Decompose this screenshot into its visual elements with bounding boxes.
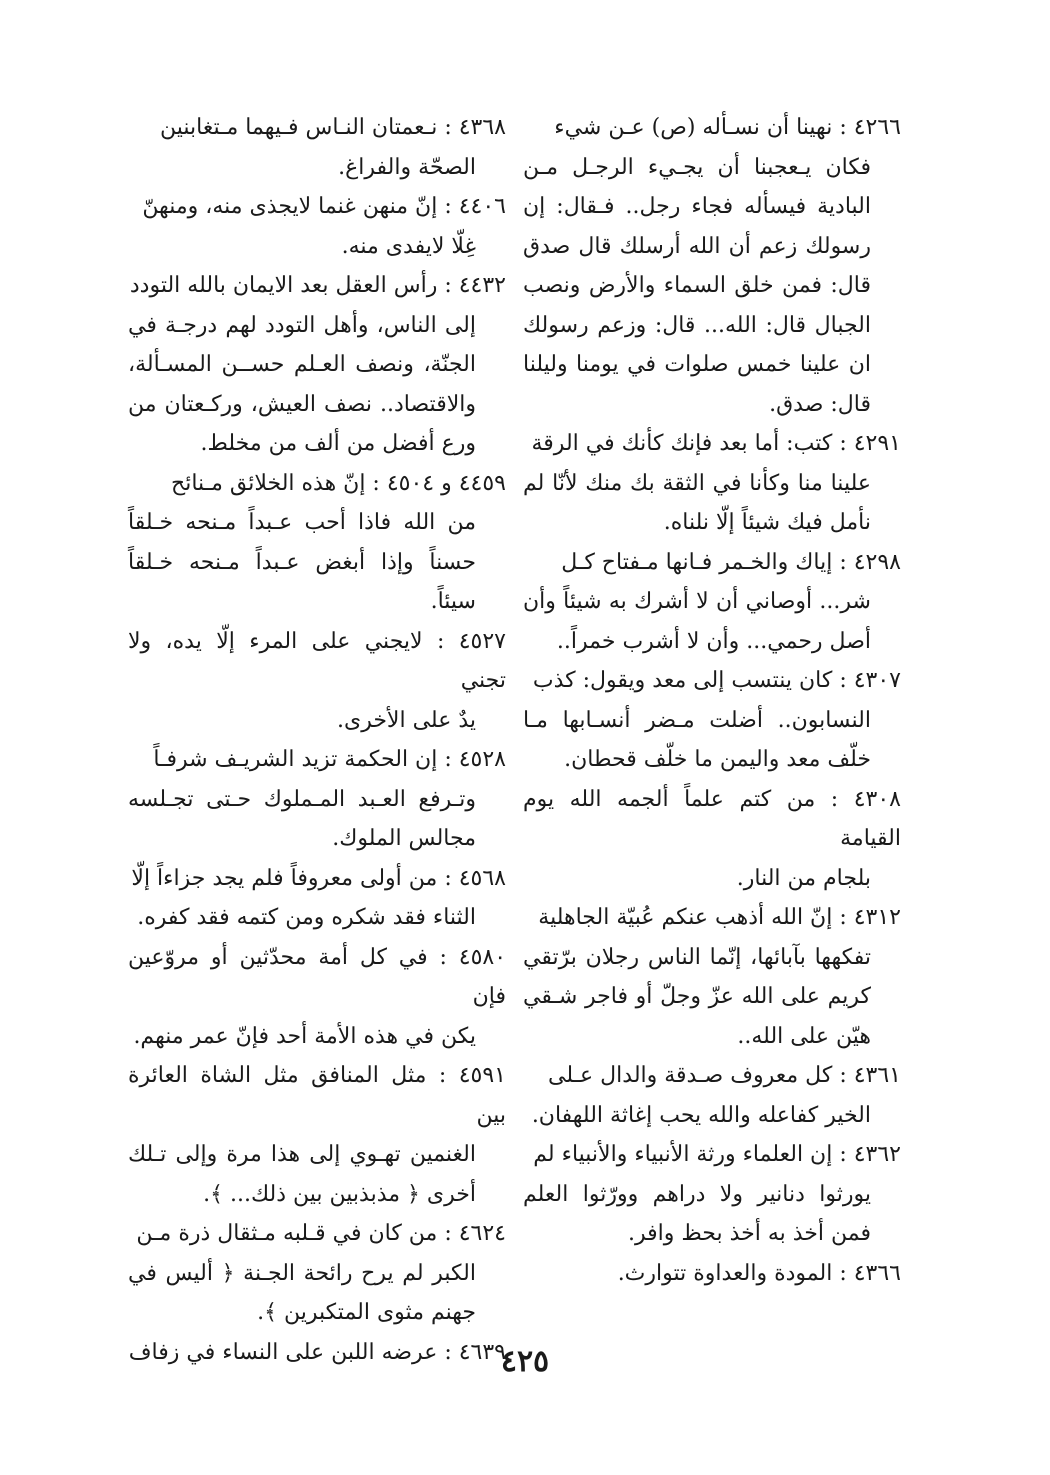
entry-number: ٤٣١٢ xyxy=(853,905,901,930)
hadith-entry xyxy=(523,1056,901,1135)
entry-continuation: الغنمين تهـوي إلى هذا مرة وإلى تـلك أخرى ﴿ مذبذبين بين ذلك... ﴾. xyxy=(128,1142,476,1207)
entry-first-text: مثل المنافق مثل الشاة العائرة بين xyxy=(128,1063,506,1128)
entry-first-line: ٤٣٠٨ : من كتم علماً ألجمه الله يوم القيامة xyxy=(523,786,901,851)
entry-number: ٤٤٥٩ و ٤٥٠٤ xyxy=(386,470,506,496)
hadith-entry xyxy=(128,108,506,187)
entry-first-text: نـعمتان النـاس فـيهما مـتغابنين xyxy=(159,115,438,140)
hadith-entry xyxy=(128,622,506,741)
entry-first-text: عرضه اللبن على النساء في زفاف xyxy=(128,1339,438,1365)
entry-first-line: ٤٣٦٢ : إن العلماء ورثة الأنبياء والأنبياء لم xyxy=(533,1142,901,1167)
entry-first-line: ٤٣١٢ : إنّ الله أذهب عنكم عُبيّة الجاهلية xyxy=(538,905,901,930)
hadith-entry xyxy=(523,1135,901,1254)
entry-first-text: رأس العقل بعد الايمان بالله التودد xyxy=(129,273,438,298)
entry-number: ٤٦٣٩ xyxy=(458,1339,506,1365)
entry-number: ٤٣٦٨ xyxy=(458,115,506,140)
hadith-entry xyxy=(128,938,506,1057)
entry-continuation: من الله فاذا أحب عـبداً مـنحه خـلقاً حسناً وإذا أبغض عـبداً مـنحه خـلقاً سيئاً. xyxy=(128,510,476,614)
entry-number: ٤٦٢٤ xyxy=(458,1221,506,1246)
entry-first-line: ٤٤٣٢ : رأس العقل بعد الايمان بالله التودد xyxy=(129,273,506,298)
hadith-entry xyxy=(523,1254,901,1294)
entry-first-text: لايجني على المرء إلّا يده، ولا تجني xyxy=(128,628,506,693)
entry-first-line: ٤٥٨٠ : في كل أمة محدّثين أو مروّعين فإن xyxy=(128,944,507,1009)
entry-number: ٤٥٦٨ xyxy=(458,865,506,891)
entry-first-text: إياك والخـمر فـانها مـفتاح كـل xyxy=(561,549,833,575)
hadith-entry xyxy=(523,898,901,1056)
right-column xyxy=(523,108,901,1293)
entry-continuation: بلجام من النار. xyxy=(736,865,871,891)
entry-first-line: ٤٥٢٧ : لايجني على المرء إلّا يده، ولا تجني xyxy=(128,628,506,693)
entry-number: ٤٣٠٧ xyxy=(853,668,901,693)
hadith-entry xyxy=(523,543,901,662)
entry-first-text: إن العلماء ورثة الأنبياء والأنبياء لم xyxy=(533,1142,833,1167)
entry-first-text: كان ينتسب إلى معد ويقول: كذب xyxy=(532,668,833,693)
entry-first-text: إنّ منهن غنما لايجذى منه، ومنهنّ xyxy=(142,194,438,219)
hadith-entry xyxy=(128,464,506,622)
entry-continuation: النسابون.. أضلت مـضر أنسـابها مـا خلّف معد واليمن ما خلّف قحطان. xyxy=(523,707,871,772)
entry-continuation: الكبر لم يرح رائحة الجـنة ﴿ أليس في جهنم مثوى المتكبرين ﴾. xyxy=(128,1260,476,1325)
entry-first-line: ٤٣٦٨ : نـعمتان النـاس فـيهما مـتغابنين xyxy=(159,115,506,140)
hadith-entry xyxy=(128,187,506,266)
left-column xyxy=(128,108,506,1372)
entry-first-text: المودة والعداوة تتوارث. xyxy=(617,1260,833,1286)
entry-first-text: من كتم علماً ألجمه الله يوم القيامة xyxy=(523,786,901,851)
entry-continuation: علينا منا وكأنا في الثقة بك منك لأنّا لم نأمل فيك شيئاً إلّا نلناه. xyxy=(523,470,871,535)
hadith-entry xyxy=(128,1214,506,1333)
hadith-entry xyxy=(128,859,506,938)
page-number: ٤٢٥ xyxy=(500,1344,550,1379)
entry-first-line: ٤٥٩١ : مثل المنافق مثل الشاة العائرة بين xyxy=(128,1063,506,1128)
entry-number: ٤٤٣٢ xyxy=(458,273,506,298)
entry-first-line: ٤٢٩١ : كتب: أما بعد فإنك كأنك في الرقة xyxy=(531,431,901,456)
hadith-entry xyxy=(523,661,901,780)
entry-first-line: ٤٦٣٩ : عرضه اللبن على النساء في زفاف xyxy=(128,1339,506,1365)
entry-number: ٤٥٩١ xyxy=(458,1063,506,1088)
entry-number: ٤٢٩١ xyxy=(853,431,901,456)
hadith-entry xyxy=(523,424,901,543)
entry-continuation: إلى الناس، وأهل التودد لهم درجـة في الجنّة، ونصف العـلم حســن المسـألة، والاقتصاد.. نصف العيش، وركـعتان من ورع أفضل من ألف من مخلط. xyxy=(128,312,476,456)
entry-first-text: كل معروف صـدقة والدال عـلى xyxy=(547,1063,833,1088)
entry-continuation: يكن في هذه الأمة أحد فإنّ عمر منهم. xyxy=(133,1023,476,1049)
hadith-entry xyxy=(128,266,506,464)
entry-continuation: وتـرفع العـبد المـملوك حـتى تجـلسه مجالس الملوك. xyxy=(128,786,476,851)
entry-continuation: تفكهها بآبائها، إنّما الناس رجلان برّتقي كريم على الله عزّ وجلّ أو فاجر شـقي هيّن على الله.. xyxy=(523,944,871,1049)
hadith-entry xyxy=(523,108,901,424)
entry-first-line: ٤٢٩٨ : إياك والخـمر فـانها مـفتاح كـل xyxy=(561,549,901,575)
entry-first-text: إنّ هذه الخلائق مـنائح xyxy=(171,470,366,496)
entry-first-text: في كل أمة محدّثين أو مروّعين فإن xyxy=(128,944,506,1009)
entry-first-text: إن الحكمة تزيد الشريـف شرفـاً xyxy=(153,747,438,772)
entry-first-line: ٤٤٠٦ : إنّ منهن غنما لايجذى منه، ومنهنّ xyxy=(142,194,506,219)
entry-first-line: ٤٣٠٧ : كان ينتسب إلى معد ويقول: كذب xyxy=(532,668,901,693)
entry-number: ٤٥٨٠ xyxy=(458,944,507,970)
entry-continuation: الثناء فقد شكره ومن كتمه فقد كفره. xyxy=(137,905,476,930)
hadith-entry xyxy=(128,740,506,859)
entry-first-line: ٤٥٦٨ : من أولى معروفاً فلم يجد جزاءاً إلّا xyxy=(131,865,506,891)
entry-continuation: الصحّة والفراغ. xyxy=(338,154,476,180)
entry-number: ٤٥٢٧ xyxy=(458,628,506,654)
entry-first-text: من كان في قـلبه مـثقال ذرة مـن xyxy=(136,1221,438,1246)
entry-first-text: كتب: أما بعد فإنك كأنك في الرقة xyxy=(531,431,833,456)
entry-first-line: ٤٥٢٨ : إن الحكمة تزيد الشريـف شرفـاً xyxy=(153,747,506,772)
entry-number: ٤٣٦٦ xyxy=(853,1260,901,1286)
entry-first-line: ٤٣٦٦ : المودة والعداوة تتوارث. xyxy=(617,1260,901,1286)
entry-number: ٤٢٩٨ xyxy=(853,549,901,575)
entry-number: ٤٥٢٨ xyxy=(458,747,506,772)
entry-number: ٤٤٠٦ xyxy=(458,194,506,219)
entry-number: ٤٣٦٢ xyxy=(853,1142,901,1167)
entry-first-line: ٤٤٥٩ و ٤٥٠٤ : إنّ هذه الخلائق مـنائح xyxy=(171,470,506,496)
entry-first-line: ٤٢٦٦ : نهينا أن نسـأله (ص) عـن شيء xyxy=(554,115,901,140)
hadith-entry xyxy=(128,1056,506,1214)
entry-first-text: إنّ الله أذهب عنكم عُبيّة الجاهلية xyxy=(538,905,833,930)
entry-continuation: شر... أوصاني أن لا أشرك به شيئاً وأن أصل رحمي... وأن لا أشرب خمراً.. xyxy=(523,589,871,654)
entry-first-line: ٤٦٢٤ : من كان في قـلبه مـثقال ذرة مـن xyxy=(136,1221,506,1246)
entry-continuation: غِلّا لايفدى منه. xyxy=(341,233,476,259)
hadith-entry xyxy=(523,780,901,899)
entry-number: ٤٣٠٨ xyxy=(853,786,901,812)
entry-continuation: فكان يـعجبنا أن يجـيء الرجـل مـن البادية فيسأله فجاء رجل.. فـقال: إن رسولك زعم أن الله أرسلك قال صدق قال: فمن خلق السماء والأرض ونصب الجبال قال: الله... قال: وزعم رسولك ان علينا خمس صلوات في يومنا وليلنا قال: صدق. xyxy=(523,154,871,417)
entry-first-text: نهينا أن نسـأله (ص) عـن شيء xyxy=(554,115,833,140)
entry-continuation: الخير كفاعله والله يحب إغاثة اللهفان. xyxy=(531,1102,871,1128)
entry-number: ٤٣٦١ xyxy=(853,1063,901,1088)
entry-first-line: ٤٣٦١ : كل معروف صـدقة والدال عـلى xyxy=(547,1063,901,1088)
entry-continuation: يورثوا دنانير ولا دراهم وورّثوا العلم فمن أخذ به أخذ بحظ وافر. xyxy=(523,1181,871,1246)
entry-continuation: يدٌ على الأخرى. xyxy=(336,707,476,733)
entry-first-text: من أولى معروفاً فلم يجد جزاءاً إلّا xyxy=(131,865,438,891)
entry-number: ٤٢٦٦ xyxy=(853,115,901,140)
